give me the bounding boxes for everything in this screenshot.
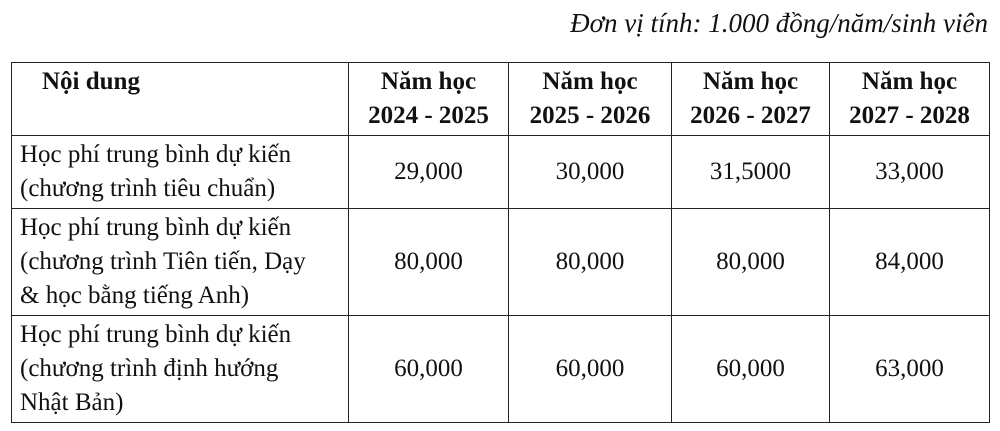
row-description: Học phí trung bình dự kiến (chương trình tiêu chuẩn) — [12, 136, 349, 209]
table-cell: 80,000 — [349, 209, 509, 316]
table-cell: 60,000 — [509, 316, 672, 423]
row-description: Học phí trung bình dự kiến (chương trình Tiên tiến, Dạy & học bằng tiếng Anh) — [12, 209, 349, 316]
table-cell: 63,000 — [830, 316, 990, 423]
row-description: Học phí trung bình dự kiến (chương trình định hướng Nhật Bản) — [12, 316, 349, 423]
table-cell: 80,000 — [672, 209, 830, 316]
unit-note: Đơn vị tính: 1.000 đồng/năm/sinh viên — [570, 8, 988, 38]
table-cell: 33,000 — [830, 136, 990, 209]
tuition-table — [11, 62, 990, 423]
table-header-row — [12, 63, 990, 136]
table-row — [12, 136, 990, 209]
header-year-3: Năm học 2026 - 2027 — [672, 63, 830, 136]
table-cell: 29,000 — [349, 136, 509, 209]
table-cell: 31,5000 — [672, 136, 830, 209]
header-year-2: Năm học 2025 - 2026 — [509, 63, 672, 136]
table-cell: 80,000 — [509, 209, 672, 316]
header-year-1: Năm học 2024 - 2025 — [349, 63, 509, 136]
table-cell: 84,000 — [830, 209, 990, 316]
table-cell: 60,000 — [349, 316, 509, 423]
table-cell: 60,000 — [672, 316, 830, 423]
table-row — [12, 316, 990, 423]
table-cell: 30,000 — [509, 136, 672, 209]
table-row — [12, 209, 990, 316]
header-year-4: Năm học 2027 - 2028 — [830, 63, 990, 136]
header-content: Nội dung — [12, 63, 349, 136]
